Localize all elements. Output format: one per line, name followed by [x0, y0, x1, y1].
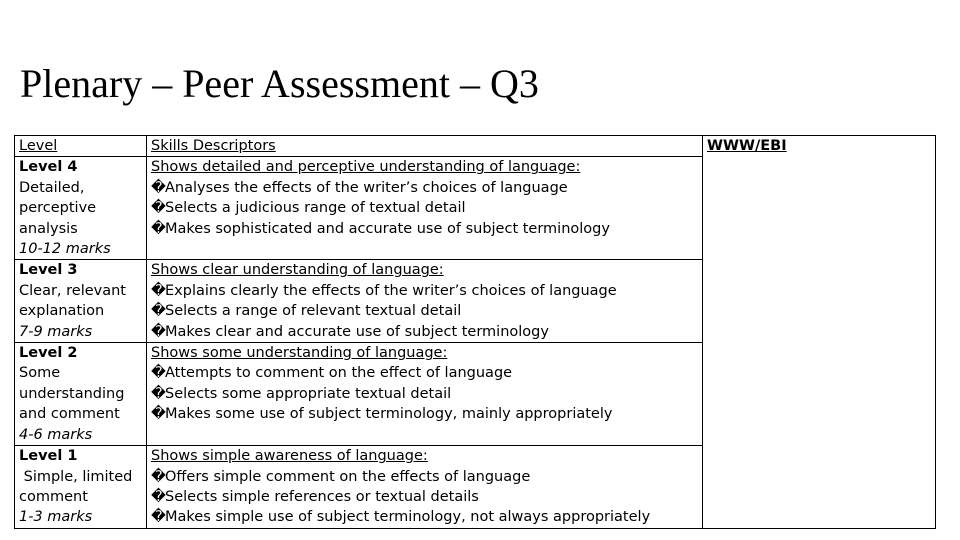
marks-range: 1-3 marks [19, 509, 93, 526]
bullet-text: Makes clear and accurate use of subject terminology [165, 323, 549, 340]
bullet-text: Makes some use of subject terminology, mainly appropriately [165, 406, 613, 423]
skills-bullet [151, 322, 698, 342]
bullet-text: Attempts to comment on the effect of language [165, 365, 513, 382]
skills-bullet [151, 384, 698, 404]
level-description: understanding [19, 385, 125, 402]
header-level-cell [15, 136, 147, 157]
level-label: Level 4 [19, 159, 78, 176]
skills-bullet [151, 487, 698, 507]
level-description: and comment [19, 406, 120, 423]
bullet-glyph-icon: � [151, 488, 166, 505]
bullet-text: Selects a judicious range of textual detail [165, 200, 466, 217]
bullet-text: Offers simple comment on the effects of language [165, 468, 531, 485]
level-cell [15, 260, 147, 343]
bullet-glyph-icon: � [151, 282, 166, 299]
skills-heading: Shows simple awareness of language: [151, 448, 428, 465]
level-description: Some [19, 365, 61, 382]
skills-bullet [151, 301, 698, 321]
level-description: perceptive [19, 200, 97, 217]
level-description: comment [19, 488, 88, 505]
level-cell [15, 157, 147, 260]
header-row [15, 136, 936, 157]
skills-bullet [151, 219, 698, 239]
skills-cell [147, 157, 703, 260]
skills-heading: Shows clear understanding of language: [151, 262, 444, 279]
skills-bullet [151, 363, 698, 383]
level-description: analysis [19, 220, 78, 237]
skills-bullet [151, 467, 698, 487]
level-label: Level 3 [19, 262, 78, 279]
bullet-text: Makes sophisticated and accurate use of subject terminology [165, 220, 610, 237]
header-www-ebi: WWW/EBI [707, 138, 787, 154]
level-cell [15, 343, 147, 446]
level-label: Level 1 [19, 448, 78, 465]
bullet-glyph-icon: � [151, 220, 166, 237]
bullet-glyph-icon: � [151, 406, 166, 423]
marks-range: 4-6 marks [19, 426, 93, 443]
bullet-text: Analyses the effects of the writer’s choices of language [165, 179, 568, 196]
skills-bullet [151, 281, 698, 301]
bullet-text: Makes simple use of subject terminology, not always appropriately [165, 509, 651, 526]
level-description: Simple, limited [19, 468, 133, 485]
assessment-table-body [15, 136, 936, 529]
level-description: explanation [19, 303, 105, 320]
bullet-glyph-icon: � [151, 468, 166, 485]
bullet-glyph-icon: � [151, 323, 166, 340]
bullet-text: Selects some appropriate textual detail [165, 385, 452, 402]
level-label: Level 2 [19, 345, 78, 362]
skills-heading: Shows some understanding of language: [151, 345, 448, 362]
skills-cell [147, 343, 703, 446]
skills-bullet [151, 178, 698, 198]
bullet-text: Selects simple references or textual details [165, 488, 479, 505]
marks-range: 7-9 marks [19, 323, 93, 340]
skills-cell [147, 260, 703, 343]
skills-heading: Shows detailed and perceptive understanding of language: [151, 159, 581, 176]
header-level: Level [19, 138, 58, 154]
slide-title: Plenary – Peer Assessment – Q3 [20, 61, 539, 106]
bullet-glyph-icon: � [151, 303, 166, 320]
bullet-glyph-icon: � [151, 509, 166, 526]
bullet-glyph-icon: � [151, 179, 166, 196]
bullet-text: Selects a range of relevant textual detail [165, 303, 462, 320]
skills-bullet [151, 198, 698, 218]
header-skills: Skills Descriptors [151, 138, 276, 154]
skills-bullet [151, 404, 698, 424]
bullet-glyph-icon: � [151, 200, 166, 217]
skills-cell [147, 446, 703, 529]
bullet-text: Explains clearly the effects of the writer’s choices of language [165, 282, 617, 299]
assessment-table [14, 135, 936, 529]
level-cell [15, 446, 147, 529]
level-description: Clear, relevant [19, 282, 126, 299]
bullet-glyph-icon: � [151, 365, 166, 382]
header-skills-cell [147, 136, 703, 157]
marks-range: 10-12 marks [19, 241, 111, 258]
skills-bullet [151, 507, 698, 527]
bullet-glyph-icon: � [151, 385, 166, 402]
level-description: Detailed, [19, 179, 85, 196]
www-ebi-cell[interactable] [703, 136, 936, 529]
